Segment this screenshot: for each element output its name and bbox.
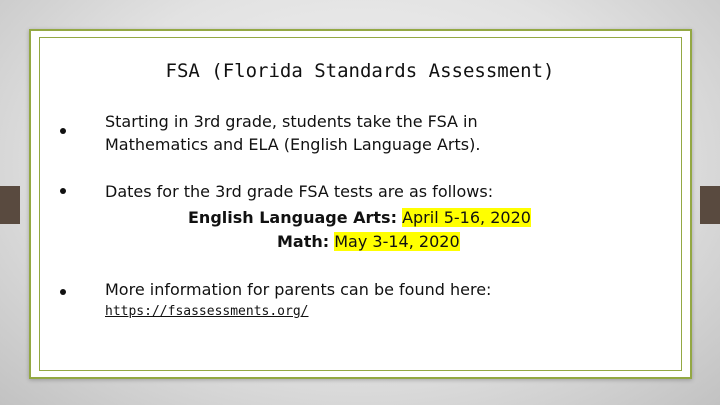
left-side-tab — [0, 186, 20, 224]
ela-dates-line — [188, 206, 531, 229]
bullet-dot-3 — [60, 289, 66, 295]
slide-inner-border — [39, 37, 682, 371]
bullet-dot-2 — [60, 188, 66, 194]
math-label: Math: — [277, 232, 330, 251]
fsa-website-link[interactable]: https://fsassessments.org/ — [105, 304, 309, 319]
bullet-dot-1 — [60, 128, 66, 134]
math-dates: May 3-14, 2020 — [334, 232, 460, 251]
math-dates-line — [277, 230, 460, 253]
ela-label: English Language Arts: — [188, 208, 397, 227]
ela-dates: April 5-16, 2020 — [402, 208, 531, 227]
bullet-1-line-1: Starting in 3rd grade, students take the FSA in — [105, 112, 478, 131]
bullet-1-line-2: Mathematics and ELA (English Language Arts). — [105, 135, 481, 154]
slide-title: FSA (Florida Standards Assessment) — [165, 60, 555, 82]
bullet-3-line-1: More information for parents can be found here: — [105, 280, 492, 299]
bullet-2-line-1: Dates for the 3rd grade FSA tests are as follows: — [105, 182, 494, 201]
right-side-tab — [700, 186, 720, 224]
